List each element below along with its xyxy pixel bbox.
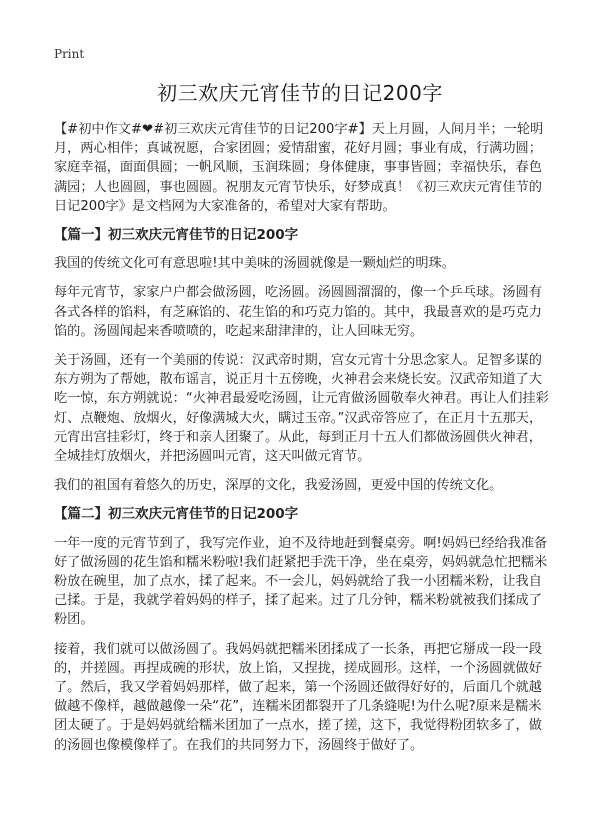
section-heading: 【篇二】初三欢庆元宵佳节的日记200字 <box>54 506 299 523</box>
paragraph: 每年元宵节，家家户户都会做汤圆，吃汤圆。汤圆圆溜溜的，像一个乒乓球。汤圆有各式各样的馅料，有芝麻馅的、花生馅的和巧克力馅的。其中，我最喜欢的是巧克力馅的。汤圆闻起来香喷喷的，吃起来甜津津的，让人回味无穷。 <box>54 285 542 339</box>
paragraph: 一年一度的元宵节到了，我写完作业，迫不及待地赶到餐桌旁。啊!妈妈已经给我准备好了做汤圆的花生馅和糯米粉啦!我们赶紧把手洗干净，坐在桌旁，妈妈就急忙把糯米粉放在碗里，加了点水，揉了起来。不一会儿，妈妈就给了我一小团糯米粉，让我自己揉。于是，我就学着妈妈的样子，揉了起来。过了几分钟，糯米粉就被我们揉成了粉团。 <box>54 535 548 628</box>
paragraph: 关于汤圆，还有一个美丽的传说：汉武帝时期，宫女元宵十分思念家人。足智多谋的东方朔为了帮她，散布谣言，说正月十五傍晚，火神君会来烧长安。汉武帝知道了大吃一惊，东方朔就说：“火神君最爱吃汤圆，让元宵做汤圆敬奉火神君。再让人们挂彩灯、点鞭炮、放烟火，好像满城大火，瞒过玉帝。”汉武帝答应了，在正月十五那天，元宵出宫挂彩灯，终于和亲人团聚了。从此，每到正月十五人们都做汤圆供火神君，全城挂灯放烟火，并把汤圆叫元宵，这天叫做元宵节。 <box>54 353 549 465</box>
print-link[interactable]: Print <box>54 47 85 61</box>
section-heading: 【篇一】初三欢庆元宵佳节的日记200字 <box>54 227 299 244</box>
paragraph: 我国的传统文化可有意思啦!其中美味的汤圆就像是一颗灿烂的明珠。 <box>54 256 455 272</box>
paragraph: 接着，我们就可以做汤圆了。我妈妈就把糯米团揉成了一长条，再把它掰成一段一段的，并搓圆。再捏成碗的形状，放上馅，又捏拢，搓成圆形。这样，一个汤圆就做好了。然后，我又学着妈妈那样，做了起来，第一个汤圆还做得好好的，后面几个就越做越不像样，越做越像一朵“花”，连糯米团都裂开了几条缝呢!为什么呢?原来是糯米团太硬了。于是妈妈就给糯米团加了一点水，搓了搓，这下，我觉得粉团软多了，做的汤圆也像模像样了。在我们的共同努力下，汤圆终于做好了。 <box>54 641 542 753</box>
article-body <box>54 120 550 765</box>
paragraph: 我们的祖国有着悠久的历史，深厚的文化，我爱汤圆，更爱中国的传统文化。 <box>54 478 503 494</box>
intro-paragraph: 【#初中作文#❤#初三欢庆元宵佳节的日记200字#】天上月圆，人间月半；一轮明月，两心相伴；真诚祝愿，合家团圆；爱情甜蜜，花好月圆；事业有成，行满功圆；家庭幸福，面面俱圆；一帆风顺，玉润珠圆；身体健康，事事皆圆；幸福快乐，春色满园；人也圆圆，事也圆圆。祝朋友元宵节快乐，好梦成真！《初三欢庆元宵佳节的日记200字》是文档网为大家准备的，希望对大家有帮助。 <box>54 122 544 214</box>
article-title: 初三欢庆元宵佳节的日记200字 <box>157 81 443 105</box>
